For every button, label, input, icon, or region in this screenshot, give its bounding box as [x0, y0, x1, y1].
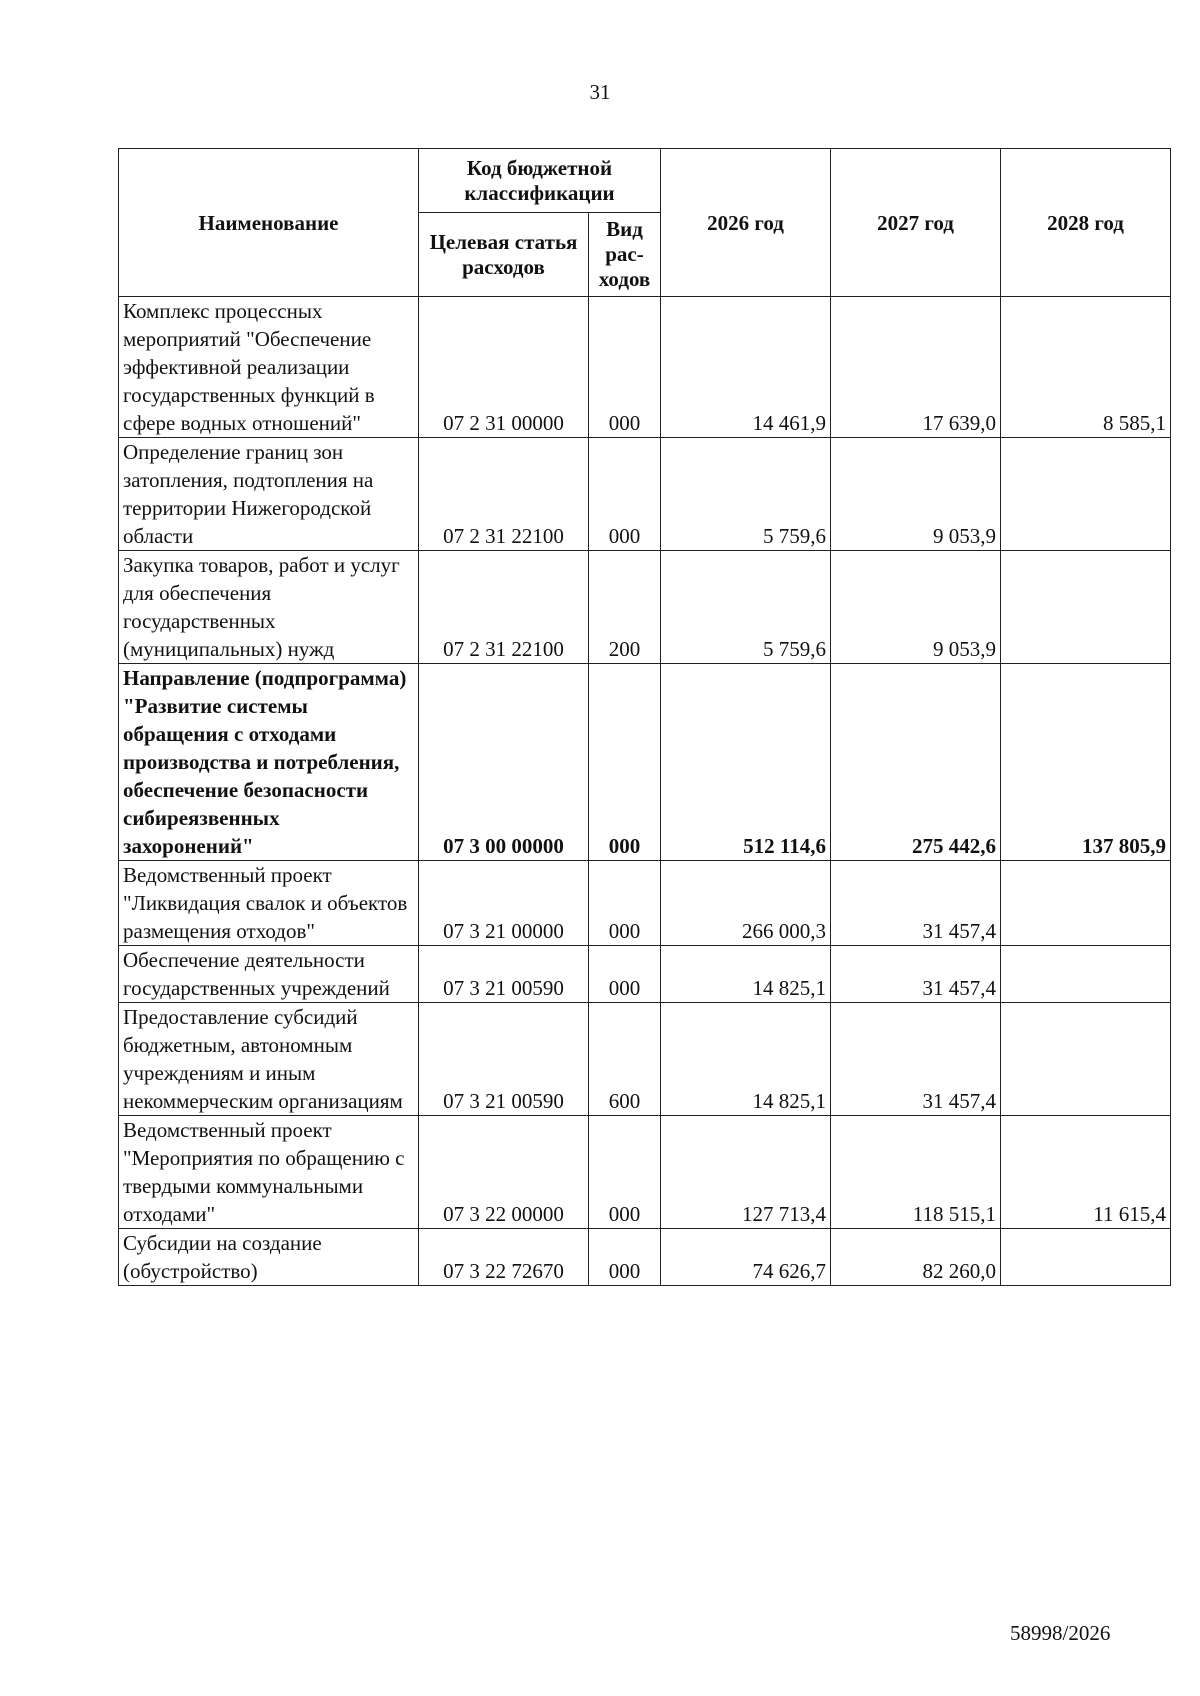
- row-expense-kind: 000: [589, 946, 661, 1003]
- document-number: 58998/2026: [1010, 1621, 1111, 1645]
- row-expense-kind: 000: [589, 1229, 661, 1286]
- page-number: 31: [589, 80, 611, 104]
- row-amount-2026: 127 713,4: [661, 1116, 831, 1229]
- row-target-article: 07 3 22 72670: [419, 1229, 589, 1286]
- row-target-article: 07 3 21 00590: [419, 946, 589, 1003]
- row-amount-2026: 512 114,6: [661, 664, 831, 861]
- row-amount-2027: 31 457,4: [831, 946, 1001, 1003]
- table-row: [119, 1116, 1171, 1229]
- row-amount-2028: 11 615,4: [1001, 1116, 1171, 1229]
- row-target-article: 07 2 31 00000: [419, 297, 589, 438]
- row-amount-2028: 137 805,9: [1001, 664, 1171, 861]
- row-amount-2028: [1001, 438, 1171, 551]
- header-expense-kind: Вид рас-ходов: [589, 213, 661, 297]
- row-name: Комплекс процессных мероприятий "Обеспечение эффективной реализации государственных функций в сфере водных отношений": [119, 297, 419, 438]
- row-amount-2027: 9 053,9: [831, 551, 1001, 664]
- row-name: Определение границ зон затопления, подтопления на территории Нижегородской области: [119, 438, 419, 551]
- row-amount-2026: 5 759,6: [661, 438, 831, 551]
- table-row: [119, 1003, 1171, 1116]
- budget-table: [118, 148, 1171, 1286]
- row-amount-2026: 14 825,1: [661, 1003, 831, 1116]
- header-2026: 2026 год: [661, 149, 831, 297]
- row-target-article: 07 3 21 00590: [419, 1003, 589, 1116]
- table-row: [119, 551, 1171, 664]
- row-expense-kind: 000: [589, 664, 661, 861]
- header-2028: 2028 год: [1001, 149, 1171, 297]
- row-amount-2028: [1001, 946, 1171, 1003]
- row-amount-2026: 14 825,1: [661, 946, 831, 1003]
- row-amount-2027: 31 457,4: [831, 861, 1001, 946]
- row-expense-kind: 000: [589, 438, 661, 551]
- table-row: [119, 946, 1171, 1003]
- table-row: [119, 1229, 1171, 1286]
- row-amount-2027: 17 639,0: [831, 297, 1001, 438]
- table-row: [119, 861, 1171, 946]
- row-name: Предоставление субсидий бюджетным, автономным учреждениям и иным некоммерческим организациям: [119, 1003, 419, 1116]
- row-amount-2027: 9 053,9: [831, 438, 1001, 551]
- row-name: Закупка товаров, работ и услуг для обеспечения государственных (муниципальных) нужд: [119, 551, 419, 664]
- row-amount-2028: [1001, 861, 1171, 946]
- row-amount-2027: 82 260,0: [831, 1229, 1001, 1286]
- row-target-article: 07 3 21 00000: [419, 861, 589, 946]
- row-amount-2026: 14 461,9: [661, 297, 831, 438]
- row-amount-2028: [1001, 551, 1171, 664]
- row-target-article: 07 3 00 00000: [419, 664, 589, 861]
- row-target-article: 07 3 22 00000: [419, 1116, 589, 1229]
- row-expense-kind: 200: [589, 551, 661, 664]
- row-amount-2027: 31 457,4: [831, 1003, 1001, 1116]
- row-amount-2026: 266 000,3: [661, 861, 831, 946]
- row-target-article: 07 2 31 22100: [419, 551, 589, 664]
- header-name: Наименование: [119, 149, 419, 297]
- row-name: Ведомственный проект "Мероприятия по обращению с твердыми коммунальными отходами": [119, 1116, 419, 1229]
- row-expense-kind: 000: [589, 297, 661, 438]
- row-name: Субсидии на создание (обустройство): [119, 1229, 419, 1286]
- header-code-group: Код бюджетной классификации: [419, 149, 661, 213]
- row-expense-kind: 000: [589, 861, 661, 946]
- row-expense-kind: 600: [589, 1003, 661, 1116]
- row-expense-kind: 000: [589, 1116, 661, 1229]
- header-2027: 2027 год: [831, 149, 1001, 297]
- row-amount-2028: 8 585,1: [1001, 297, 1171, 438]
- row-amount-2026: 74 626,7: [661, 1229, 831, 1286]
- row-amount-2028: [1001, 1229, 1171, 1286]
- row-amount-2028: [1001, 1003, 1171, 1116]
- row-amount-2026: 5 759,6: [661, 551, 831, 664]
- table-row: [119, 664, 1171, 861]
- table-row: [119, 438, 1171, 551]
- header-target-article: Целевая статья расходов: [419, 213, 589, 297]
- row-name: Направление (подпрограмма) "Развитие системы обращения с отходами производства и потребления, обеспечение безопасности сибиреязвенных захоронений": [119, 664, 419, 861]
- row-amount-2027: 118 515,1: [831, 1116, 1001, 1229]
- row-target-article: 07 2 31 22100: [419, 438, 589, 551]
- row-name: Ведомственный проект "Ликвидация свалок и объектов размещения отходов": [119, 861, 419, 946]
- row-amount-2027: 275 442,6: [831, 664, 1001, 861]
- table-row: [119, 297, 1171, 438]
- row-name: Обеспечение деятельности государственных учреждений: [119, 946, 419, 1003]
